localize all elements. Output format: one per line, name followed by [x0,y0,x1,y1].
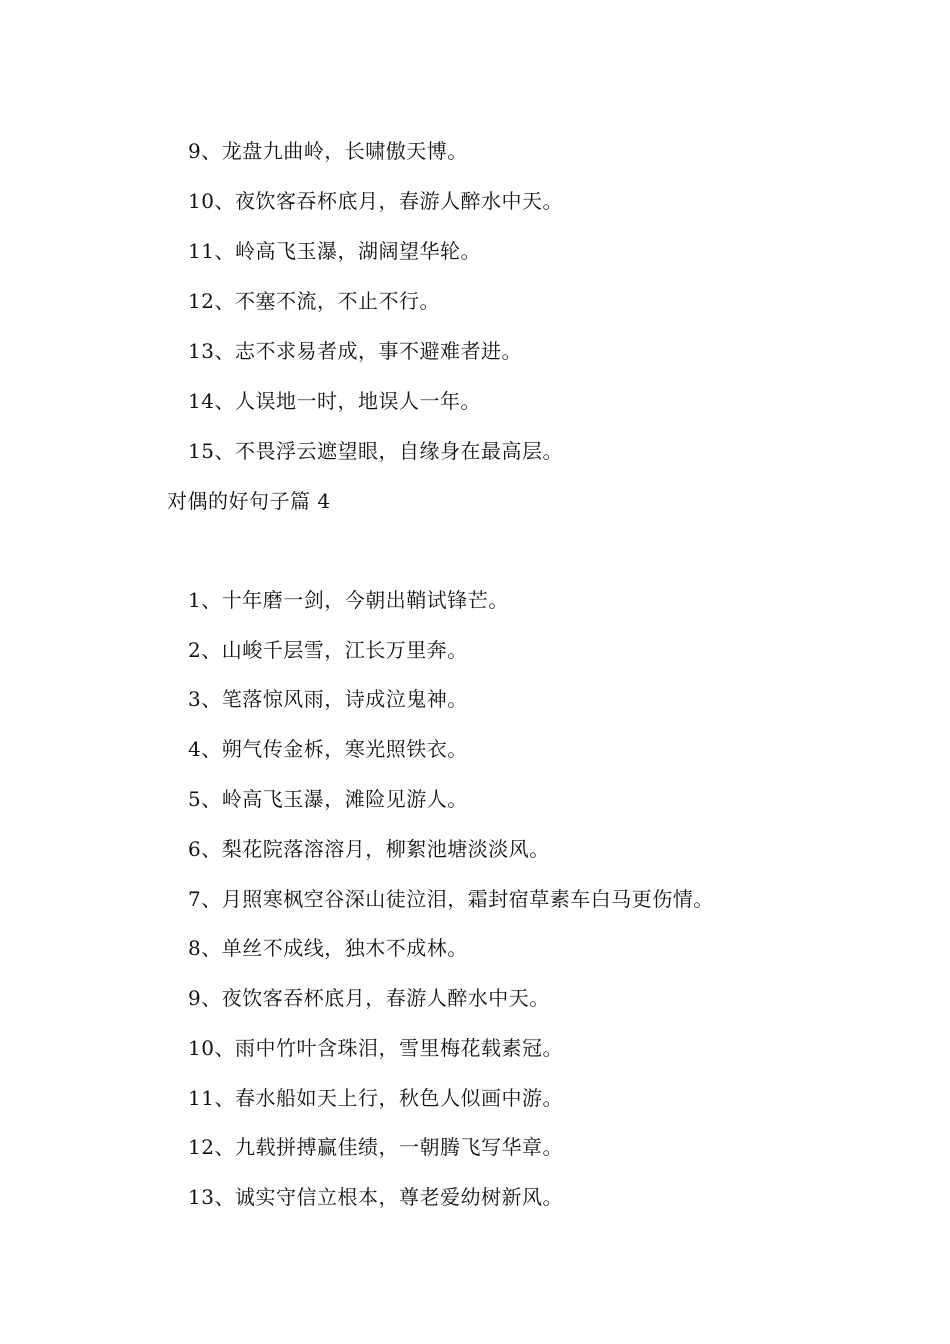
list-item: 14、人误地一时，地误人一年。 [188,389,481,413]
list-item: 6、梨花院落溶溶月，柳絮池塘淡淡风。 [188,837,550,861]
list-item: 12、不塞不流，不止不行。 [188,289,440,313]
list-item: 4、朔气传金柝，寒光照铁衣。 [188,737,468,761]
list-item: 11、春水船如天上行，秋色人似画中游。 [188,1086,563,1110]
list-item: 3、笔落惊风雨，诗成泣鬼神。 [188,687,468,711]
list-item: 15、不畏浮云遮望眼，自缘身在最高层。 [188,439,563,463]
list-item: 1、十年磨一剑，今朝出鞘试锋芒。 [188,588,509,612]
list-item: 7、月照寒枫空谷深山徒泣泪，霜封宿草素车白马更伤情。 [188,887,714,911]
list-item: 2、山峻千层雪，江长万里奔。 [188,638,468,662]
list-item: 10、雨中竹叶含珠泪，雪里梅花载素冠。 [188,1036,563,1060]
list-item: 10、夜饮客吞杯底月，春游人醉水中天。 [188,189,563,213]
list-item: 11、岭高飞玉瀑，湖阔望华轮。 [188,239,481,263]
list-item: 12、九载拼搏赢佳绩，一朝腾飞写华章。 [188,1135,563,1159]
section-heading: 对偶的好句子篇 4 [167,489,331,513]
list-item: 13、志不求易者成，事不避难者进。 [188,339,522,363]
list-item: 9、龙盘九曲岭，长啸傲天博。 [188,139,468,163]
list-item: 5、岭高飞玉瀑，滩险见游人。 [188,787,468,811]
list-item: 13、诚实守信立根本，尊老爱幼树新风。 [188,1185,563,1209]
list-item: 8、单丝不成线，独木不成林。 [188,936,468,960]
list-item: 9、夜饮客吞杯底月，春游人醉水中天。 [188,986,550,1010]
